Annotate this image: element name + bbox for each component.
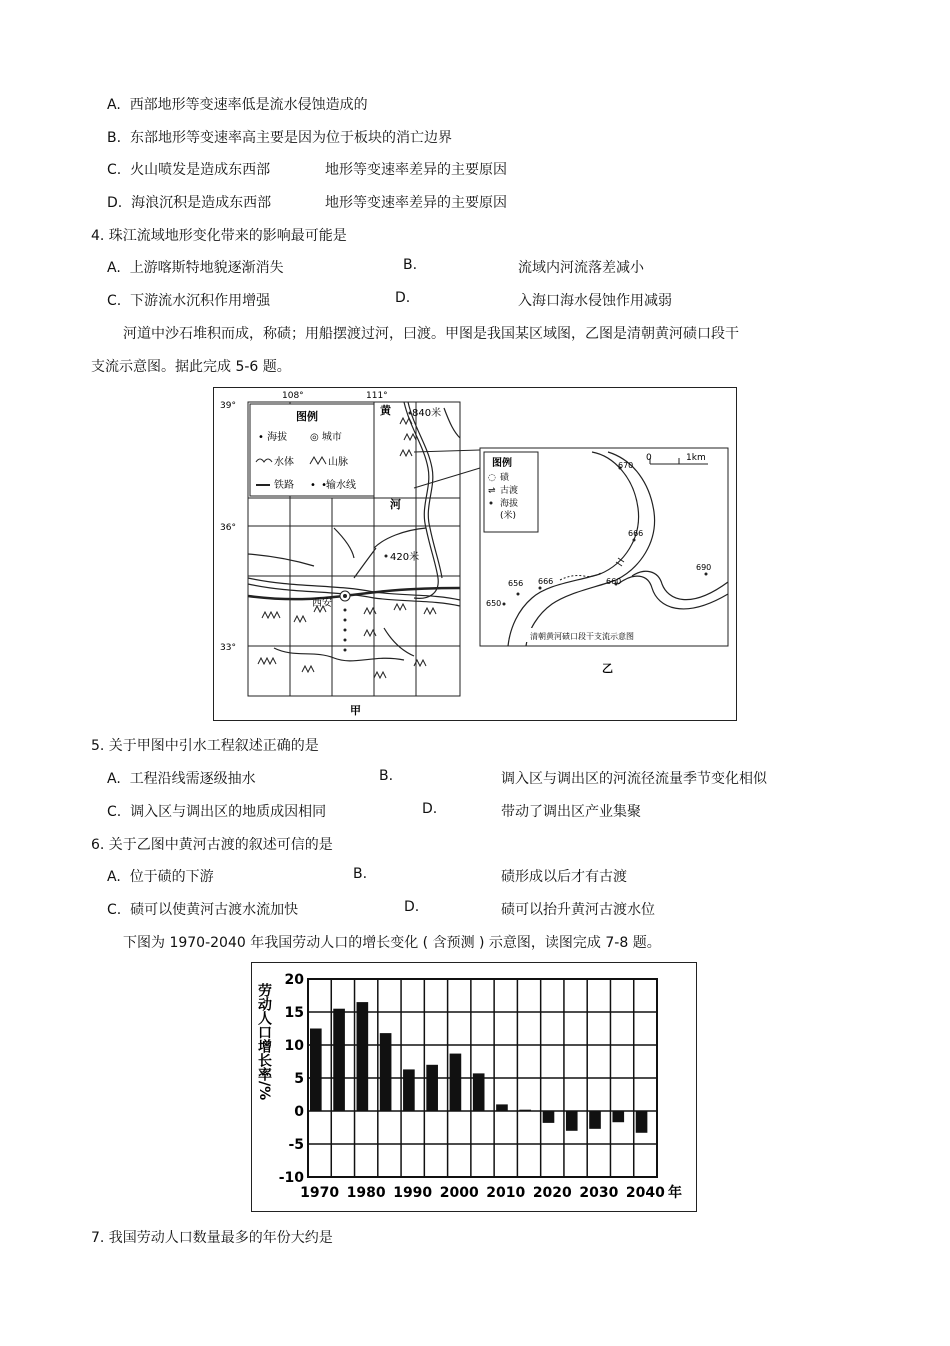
intro-78: 下图为 1970-2040 年我国劳动人口的增长变化 ( 含预测 ) 示意图，读图完成 7-8 题。: [123, 935, 661, 951]
canal-line: [344, 609, 347, 652]
lon-111: 111°: [366, 391, 388, 401]
elevation-legend-icon: [490, 502, 493, 505]
scale-1km: 1km: [686, 453, 706, 463]
ytick-label: -5: [288, 1137, 304, 1153]
canal-legend-icon: • •: [310, 480, 328, 491]
q6-option-c: C. 碛可以使黄河古渡水流加快: [107, 902, 299, 918]
xtick-label: 2040: [625, 1185, 665, 1201]
q6-option-d-letter: D.: [404, 899, 420, 915]
map-figure: [213, 387, 737, 721]
xtick-label: 2020: [532, 1185, 572, 1201]
map-yi-caption: 乙: [602, 662, 613, 675]
intro-56-line1: 河道中沙石堆积而成，称碛；用船摆渡过河，曰渡。甲图是我国某区域图，乙图是清朝黄河碛口段干: [123, 326, 739, 342]
q3-option-a: A. 西部地形等变速率低是流水侵蚀造成的: [107, 97, 368, 113]
bar-2000: [450, 1054, 462, 1111]
q4-option-d-text: 入海口海水侵蚀作用减弱: [518, 293, 672, 309]
q6-option-b-letter: B.: [353, 866, 368, 882]
map-yi-legend-ferry: 古渡: [500, 486, 519, 496]
bar-2040: [636, 1111, 648, 1133]
bar-2035: [612, 1111, 624, 1122]
chart-bars: [310, 1002, 647, 1133]
q6-option-b-text: 碛形成以后才有古渡: [501, 869, 627, 885]
xtick-label: 2000: [439, 1185, 479, 1201]
q4-option-a: A. 上游喀斯特地貌逐渐消失: [107, 260, 284, 276]
city-xian: 西安: [312, 598, 332, 609]
map-yi-legend-elev: 海拔: [500, 499, 519, 509]
bar-2015: [519, 1110, 531, 1111]
chart-svg: [252, 963, 696, 1211]
elev-670: 670: [618, 461, 634, 470]
ytick-label: 5: [294, 1071, 304, 1087]
elev-666-a: 666: [628, 529, 644, 538]
xtick-label: 2030: [579, 1185, 619, 1201]
ytick-label: 0: [294, 1104, 304, 1120]
map-jia-legend-canal: 输水线: [326, 480, 356, 491]
map-yi-title: 清朝黄河碛口段干支流示意图: [530, 632, 634, 641]
q4-option-b-text: 流域内河流落差减小: [518, 260, 644, 276]
xtick-label: 1970: [300, 1185, 340, 1201]
xtick-label: 1980: [346, 1185, 386, 1201]
ferry-legend-icon: ⇌: [488, 486, 496, 496]
bar-1990: [403, 1069, 415, 1111]
railway-line: [248, 588, 460, 599]
connector-line-bottom: [414, 468, 480, 488]
q5-option-c: C. 调入区与调出区的地质成因相同: [107, 804, 327, 820]
bar-2005: [473, 1073, 485, 1111]
scale-zero: 0: [646, 453, 652, 463]
river-label-huang: 黄: [380, 404, 391, 417]
map-yi-legend-gravel: 碛: [500, 473, 510, 483]
q5-option-d-text: 带动了调出区产业集聚: [501, 804, 641, 820]
bar-2010: [496, 1104, 508, 1111]
q4-stem: 4. 珠江流域地形变化带来的影响最可能是: [91, 228, 347, 244]
map-jia-legend-rail: 铁路: [274, 480, 294, 491]
q3-option-b: B. 东部地形等变速率高主要是因为位于板块的消亡边界: [107, 130, 452, 146]
q3-option-c: C. 火山喷发是造成东西部 地形等变速率差异的主要原因: [107, 162, 507, 178]
bar-1985: [380, 1033, 392, 1111]
elev-660: 660: [606, 577, 622, 586]
ytick-label: -10: [278, 1170, 304, 1186]
bar-2020: [543, 1111, 555, 1123]
elev-840: 840米: [412, 408, 442, 419]
gravel-legend-icon: ◌: [488, 473, 496, 483]
q4-option-b-letter: B.: [403, 257, 418, 273]
xtick-label: 2010: [486, 1185, 526, 1201]
map-yi-legend-title: 图例: [492, 458, 512, 469]
elev-690: 690: [696, 563, 712, 572]
q6-option-d-text: 碛可以抬升黄河古渡水位: [501, 902, 655, 918]
map-jia-legend-city: ◎ 城市: [310, 432, 342, 443]
intro-56-line2: 支流示意图。据此完成 5-6 题。: [91, 359, 291, 375]
ytick-label: 10: [284, 1038, 304, 1054]
map-yi-legend-unit: (米): [500, 511, 517, 521]
lat-39: 39°: [220, 401, 236, 411]
bar-1995: [426, 1065, 438, 1111]
q5-option-b-text: 调入区与调出区的河流径流量季节变化相似: [501, 771, 767, 787]
elev-420: 420米: [390, 552, 420, 563]
labor-growth-chart: [251, 962, 697, 1212]
bar-2025: [566, 1111, 578, 1131]
q5-option-b-letter: B.: [379, 768, 394, 784]
map-jia-caption: 甲: [350, 704, 361, 717]
lon-108: 108°: [282, 391, 304, 401]
q5-option-d-letter: D.: [422, 801, 438, 817]
bar-1980: [357, 1002, 369, 1111]
connector-line-top: [414, 450, 480, 452]
bar-2030: [589, 1111, 601, 1129]
ytick-label: 20: [284, 972, 304, 988]
bar-1975: [333, 1009, 345, 1111]
chart-xticks: [300, 1185, 665, 1201]
q4-option-c: C. 下游流水沉积作用增强: [107, 293, 271, 309]
chart-xlabel: 年: [668, 1185, 682, 1201]
map-jia-legend-title: 图例: [296, 410, 318, 423]
chart-ylabel: 劳动人口增长率/%: [256, 983, 272, 1101]
ytick-label: 15: [284, 1005, 304, 1021]
elev-666-b: 666: [538, 577, 554, 586]
q3-option-d: D. 海浪沉积是造成东西部 地形等变速率差异的主要原因: [107, 195, 507, 211]
river-label-he: 河: [390, 498, 401, 511]
lat-36: 36°: [220, 523, 236, 533]
q6-option-a: A. 位于碛的下游: [107, 869, 214, 885]
map-jia-legend-water: 水体: [274, 457, 294, 468]
xtick-label: 1990: [393, 1185, 433, 1201]
q6-stem: 6. 关于乙图中黄河古渡的叙述可信的是: [91, 837, 333, 853]
q5-option-a: A. 工程沿线需逐级抽水: [107, 771, 256, 787]
map-jia-legend-elev: • 海拔: [258, 432, 288, 443]
map-svg: [214, 388, 736, 720]
map-jia-legend-mountain: 山脉: [328, 457, 348, 468]
bar-1970: [310, 1029, 322, 1112]
lat-33: 33°: [220, 643, 236, 653]
elev-650: 650: [486, 599, 502, 608]
chart-yticks: [279, 972, 305, 1186]
elev-656: 656: [508, 579, 524, 588]
q7-stem: 7. 我国劳动人口数量最多的年份大约是: [91, 1230, 333, 1246]
q4-option-d-letter: D.: [395, 290, 411, 306]
q5-stem: 5. 关于甲图中引水工程叙述正确的是: [91, 738, 319, 754]
